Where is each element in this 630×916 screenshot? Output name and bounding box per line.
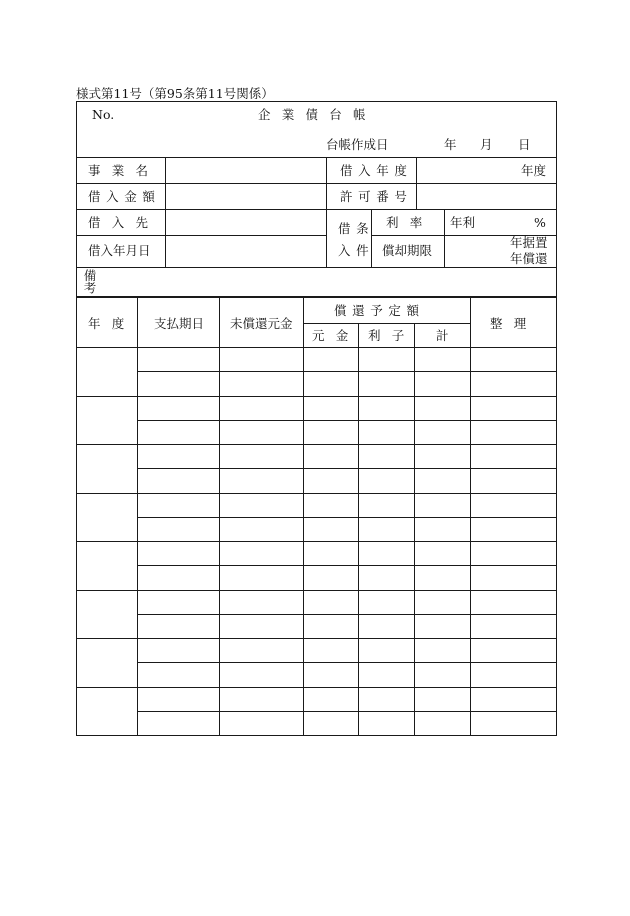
rule-sub-row [137, 711, 557, 712]
ledger-created-label: 台帳作成日 [326, 137, 389, 152]
frame-right [556, 101, 557, 736]
created-day-unit: 日 [518, 137, 531, 152]
repayment-years-label: 年償還 [510, 251, 548, 266]
col-subheader-interest: 利子 [368, 328, 416, 343]
borrow-fiscal-year-label: 借入年度 [340, 163, 413, 178]
rule-sub-row [137, 565, 557, 566]
rule-year-group [76, 687, 557, 688]
rule-year-group [76, 444, 557, 445]
rule-sub-row [137, 662, 557, 663]
rule-sub-row [137, 371, 557, 372]
corporate-bond-ledger-form [76, 101, 557, 736]
col-info-terms-value-divider [444, 209, 445, 267]
business-name-label: 事業名 [88, 163, 160, 178]
rule-year-group [76, 590, 557, 591]
remarks-label: 備考 [82, 269, 97, 294]
ledger-no-label: No. [92, 107, 115, 122]
rule-year-group [76, 541, 557, 542]
col-sub-principal-divider [358, 323, 359, 736]
borrow-date-label: 借入年月日 [88, 243, 151, 258]
col-info-right-label-divider-top [416, 157, 417, 209]
created-month-unit: 月 [480, 137, 493, 152]
annual-rate-label: 年利 [450, 215, 476, 230]
col-header-adjustment: 整理 [490, 316, 538, 331]
rule-info-2 [76, 183, 557, 184]
repayment-period-label: 償却期限 [382, 243, 433, 258]
col-header-payment-date: 支払期日 [154, 316, 205, 331]
ledger-title: 企業債台帳 [258, 107, 377, 122]
col-info-middle-divider [326, 157, 327, 267]
deferment-years-label: 年据置 [510, 235, 548, 250]
rule-sub-row [137, 420, 557, 421]
rule-planned-repayment-split [303, 323, 470, 324]
interest-rate-label: 利率 [386, 215, 434, 230]
col-sub-interest-divider [414, 323, 415, 736]
percent-sign: % [534, 215, 546, 230]
created-year-unit: 年 [444, 137, 457, 152]
rule-sub-row [137, 517, 557, 518]
loan-terms-label-top: 借条 [338, 221, 375, 236]
frame-bottom [76, 735, 557, 736]
col-subheader-principal: 元金 [312, 328, 360, 343]
col-subheader-total: 計 [436, 328, 449, 343]
rule-info-4-left [76, 235, 326, 236]
rule-sub-row [137, 468, 557, 469]
rule-year-group [76, 638, 557, 639]
rule-info-3 [76, 209, 557, 210]
rule-schedule-header-bottom [76, 347, 557, 348]
rule-info-5 [76, 267, 557, 268]
form-number-label: 様式第11号（第95条第11号関係） [76, 86, 274, 101]
frame-top [76, 101, 557, 102]
rule-info-bottom [76, 296, 557, 298]
col-header-fiscal-year: 年度 [88, 316, 136, 331]
rule-sub-row [137, 614, 557, 615]
rule-year-group [76, 396, 557, 397]
borrow-amount-label: 借入金額 [88, 189, 161, 204]
rule-year-group [76, 493, 557, 494]
fiscal-year-unit: 年度 [521, 163, 547, 178]
col-header-planned-repayment: 償還予定額 [334, 303, 425, 318]
col-info-terms-divider [371, 209, 372, 267]
loan-terms-label-bottom: 入件 [338, 243, 375, 258]
rule-info-top [76, 157, 557, 158]
col-info-label-divider [165, 157, 166, 267]
col-header-unpaid-principal: 未償還元金 [230, 316, 293, 331]
permit-number-label: 許可番号 [340, 189, 413, 204]
frame-left [76, 101, 77, 736]
lender-label: 借入先 [88, 215, 160, 230]
